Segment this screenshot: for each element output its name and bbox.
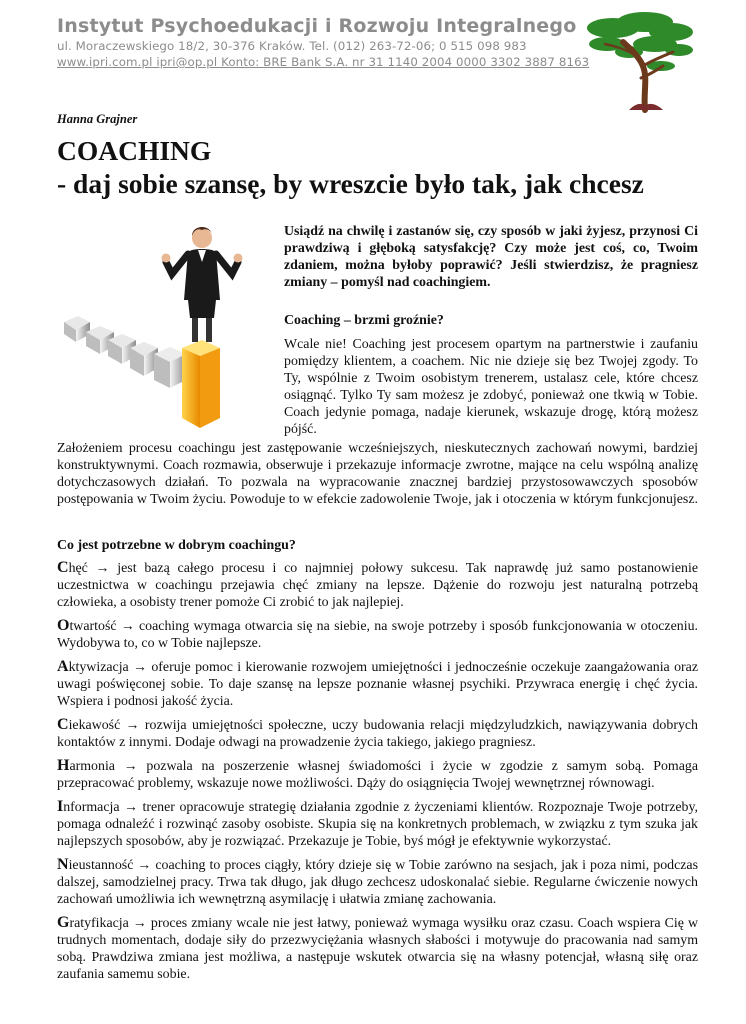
institute-address: ul. Moraczewskiego 18/2, 30-376 Kraków. Tel. (012) 263-72-06; 0 515 098 983 <box>57 39 527 53</box>
item-initial: I <box>57 798 64 815</box>
author-name: Hanna Grajner <box>57 112 138 126</box>
businesswoman-figure <box>162 227 243 342</box>
subheading-needs: Co jest potrzebne w dobrym coachingu? <box>57 538 296 553</box>
item-text: nformacja → trener opracowuje strategię działania zgodnie z życzeniami klientów. Rozpoznaje Twoje potrzeby, pomaga odnaleźć i rozwinąć zasoby osobiste. Skupia się na konkretnych problemach, w związku z tym szuka jak najlepszych sposobów, aby je rozwiązać. Przekazuje je Tobie, byś mógł je efektywnie wykorzystać. <box>57 800 698 849</box>
list-item <box>57 617 698 652</box>
item-initial: A <box>57 658 69 675</box>
item-text: iekawość → rozwija umiejętności społeczne, uczy budowania relacji międzyludzkich, nawiązywania dobrych kontaktów z innymi. Dodaje odwagi na prowadzenie życia takiego, jakiego pragniesz. <box>57 718 698 750</box>
institute-name: Instytut Psychoedukacji i Rozwoju Integralnego <box>57 15 577 37</box>
item-initial: N <box>57 856 69 873</box>
item-initial: H <box>57 757 70 774</box>
item-initial: O <box>57 617 70 634</box>
coaching-acronym-list <box>57 559 698 989</box>
contact-line: www.ipri.com.pl ipri@op.pl Konto: BRE Bank S.A. nr 31 1140 2004 0000 3302 3887 8163 <box>57 55 590 69</box>
item-initial: C <box>57 559 69 576</box>
list-item <box>57 559 698 611</box>
tree-logo <box>583 10 695 114</box>
item-text: ratyfikacja → proces zmiany wcale nie jest łatwy, ponieważ wymaga wysiłku oraz czasu. Coach wspiera Cię w trudnych momentach, dodaje siły do przezwyciężania własnych słabości i motywuje do pracowania nad samym sobą. Prawdziwa zmiana jest możliwa, a następuje wskutek otwarcia się na własny potencjał, własną siłę oraz zaufania samemu sobie. <box>57 916 698 982</box>
paragraph-2: Założeniem procesu coachingu jest zastępowanie wcześniejszych, nieskutecznych zachowań nowymi, bardziej konstruktywnymi. Coach rozmawia, obserwuje i przekazuje informacje zwrotne, mające na celu wspólną analizę dotychczasowych działań. To pozwala na wypracowanie znacznej bardziej przystosowawczych sposobów postępowania w Twoim życiu. Powoduje to w efekcie zadowolenie Twoje, jak i otoczenia w którym funkcjonujesz. <box>57 441 698 507</box>
coaching-illustration <box>60 222 270 434</box>
paragraph-1: Wcale nie! Coaching jest procesem opartym na partnerstwie i zaufaniu pomiędzy klientem, a coachem. Nic nie dzieje się bez Twojej zgody. To Ty, wspólnie z Twoim osobistym trenerem, ustalasz cele, które chcesz osiągnąć. Tylko Ty sam możesz je zdobyć, ponieważ one tkwią w Tobie. Coach jedynie pomaga, nadaje kierunek, wskazuje drogę, którą możesz pójść. <box>284 337 698 437</box>
list-item <box>57 716 698 751</box>
list-item <box>57 798 698 850</box>
article-title <box>57 134 644 200</box>
item-text: ieustanność → coaching to proces ciągły, który dzieje się w Tobie zarówno na sesjach, jak i poza nimi, podczas dalszej, samodzielnej pracy. Trwa tak długo, jak długo zechcesz udoskonalać siebie. Regularne ćwiczenie nowych zachowań umożliwia ich wewnętrzną asymilację i ułatwia zmianę zachowania. <box>57 858 698 907</box>
item-text: twartość → coaching wymaga otwarcia się na siebie, na swoje potrzeby i sposób funkcjonowania w otoczeniu. Wydobywa to, co w Tobie najlepsze. <box>57 619 698 651</box>
list-item <box>57 914 698 983</box>
item-initial: G <box>57 914 70 931</box>
title-line-1: COACHING <box>57 135 212 166</box>
item-initial: C <box>57 716 69 733</box>
lead-paragraph: Usiądź na chwilę i zastanów się, czy sposób w jaki żyjesz, przynosi Ci prawdziwą i głęboką satysfakcję? Czy może jest coś, co, Twoim zdaniem, można byłoby poprawić? Jeśli stwierdzisz, że pragniesz zmiany – pomyśl nad coachingiem. <box>284 224 698 290</box>
item-text: ktywizacja → oferuje pomoc i kierowanie rozwojem umiejętności i jednocześnie oczekuje zaangażowania oraz uwagi poświęconej sobie. To daje szansę na lepsze poznanie własnej psychiki. Przywraca energię i chęć życia. Wspiera i podnosi jakość życia. <box>57 660 698 709</box>
list-item <box>57 658 698 710</box>
institute-contact <box>57 54 590 70</box>
item-text: armonia → pozwala na poszerzenie własnej świadomości i życie w zgodzie z samym sobą. Pomaga przepracować problemy, wskazuje nowe możliwości. Dąży do osiągnięcia Twojej wewnętrznej równowagi. <box>57 759 698 791</box>
list-item <box>57 757 698 792</box>
title-line-2: - daj sobie szansę, by wreszcie było tak, jak chcesz <box>57 168 644 199</box>
letterhead <box>57 14 590 70</box>
item-text: hęć → jest bazą całego procesu i co najmniej połowy sukcesu. Tak naprawdę już samo postanowienie uczestnictwa w coachingu przejawia chęć zmiany na lepsze. Dążenie do rozwoju jest naturalną potrzebą człowieka, a osobisty trener pomoże Ci zrobić to jak najlepiej. <box>57 561 698 610</box>
subheading-coaching: Coaching – brzmi groźnie? <box>284 313 444 328</box>
list-item <box>57 856 698 908</box>
